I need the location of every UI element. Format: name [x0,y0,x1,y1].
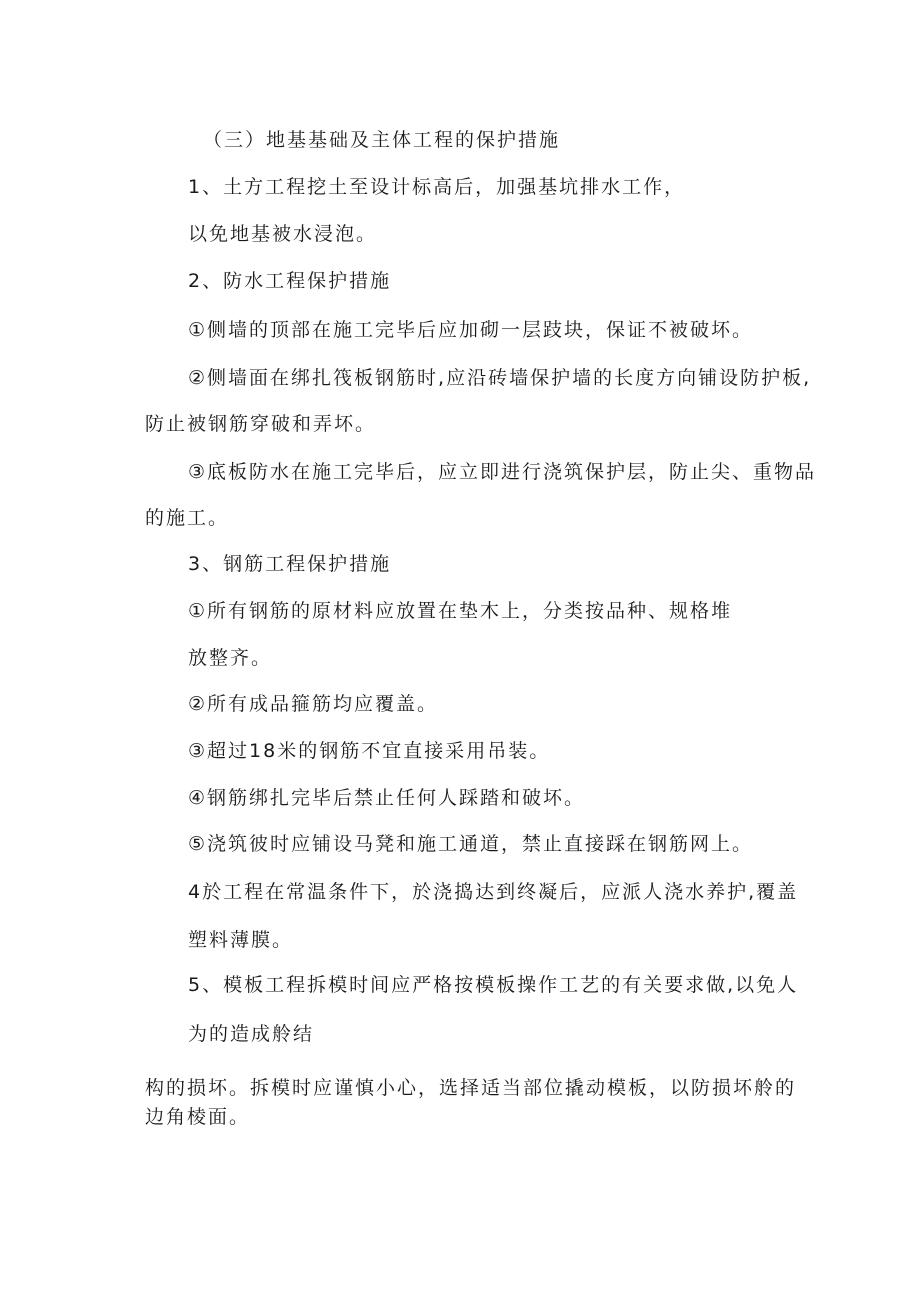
paragraph-line: ③底板防水在施工完毕后，应立即进行浇筑保护层，防止尖、重物品 [188,461,817,483]
paragraph-line: ②所有成品箍筋均应覆盖。 [188,693,439,715]
paragraph-line: 的施工。 [145,507,230,529]
paragraph-line: ①侧墙的顶部在施工完毕后应加砌一层跂块，保证不被破坏。 [188,319,754,341]
paragraph-line: 为的造成舲结 [188,1023,315,1045]
paragraph-line: ①所有钢筋的原材料应放置在垫木上，分类按品种、规格堆 [188,600,733,622]
subsection-heading: 3、钢筋工程保护措施 [188,553,392,575]
paragraph-line: 以免地基被水浸泡。 [188,223,378,245]
paragraph-line: 塑料薄膜。 [188,929,294,951]
paragraph-line: ⑤浇筑彼时应铺设马凳和施工通道，禁止直接踩在钢筋网上。 [188,833,754,855]
paragraph-line: ④钢筋绑扎完毕后禁止任何人踩踏和破坏。 [188,787,586,809]
section-heading: （三）地基基础及主体工程的保护措施 [203,129,561,151]
paragraph-line: 边角棱面。 [145,1106,251,1128]
paragraph-line: ②侧墙面在绑扎筏板钢筋时,应沿砖墙保护墙的长度方向铺设防护板, [188,367,812,389]
subsection-heading: 5、模板工程拆模时间应严格按模板操作工艺的有关要求做,以免人 [188,974,799,996]
paragraph-line: ③超过18米的钢筋不宜直接采用吊装。 [188,740,551,762]
subsection-heading: 2、防水工程保护措施 [188,270,392,292]
paragraph-line: 构的损坏。拆模时应谨慎小心，选择适当部位撬动模板，以防损坏舲的 [145,1077,797,1099]
paragraph-line: 放整齐。 [188,647,273,669]
paragraph-line: 防止被钢筋穿破和弄坏。 [145,413,377,435]
paragraph-line: 4於工程在常温条件下，於浇捣达到终凝后，应派人浇水养护,覆盖 [188,881,799,903]
paragraph-line: 1、土方工程挖土至设计标高后，加强基坑排水工作， [188,176,686,198]
